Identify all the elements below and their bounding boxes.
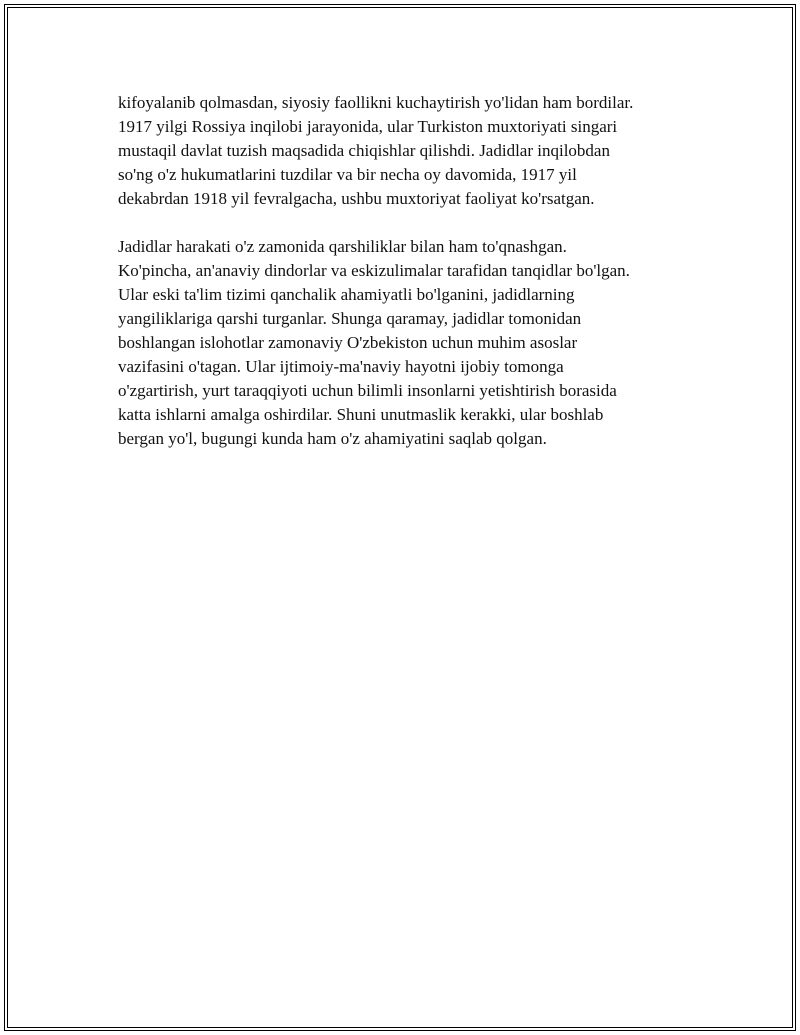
document-body	[118, 91, 698, 451]
paragraph-2: Jadidlar harakati o'z zamonida qarshiliklar bilan ham to'qnashgan. Ko'pincha, an'anaviy dindorlar va eskizulimalar tarafidan tanqidlar bo'lgan. Ular eski ta'lim tizimi qanchalik ahamiyatli bo'lganini, jadidlarning yangiliklariga qarshi turganlar. Shunga qaramay, jadidlar tomonidan boshlangan islohotlar zamonaviy O'zbekiston uchun muhim asoslar vazifasini o'tagan. Ular ijtimoiy-ma'naviy hayotni ijobiy tomonga o'zgartirish, yurt taraqqiyoti uchun bilimli insonlarni yetishtirish borasida katta ishlarni amalga oshirdilar. Shuni unutmaslik kerakki, ular boshlab bergan yo'l, bugungi kunda ham o'z ahamiyatini saqlab qolgan.	[118, 237, 630, 448]
paragraph-1: kifoyalanib qolmasdan, siyosiy faollikni kuchaytirish yo'lidan ham bordilar. 1917 yilgi Rossiya inqilobi jarayonida, ular Turkiston muxtoriyati singari mustaqil davlat tuzish maqsadida chiqishlar qilishdi. Jadidlar inqilobdan so'ng o'z hukumatlarini tuzdilar va bir necha oy davomida, 1917 yil dekabrdan 1918 yil fevralgacha, ushbu muxtoriyat faoliyat ko'rsatgan.	[118, 93, 634, 208]
